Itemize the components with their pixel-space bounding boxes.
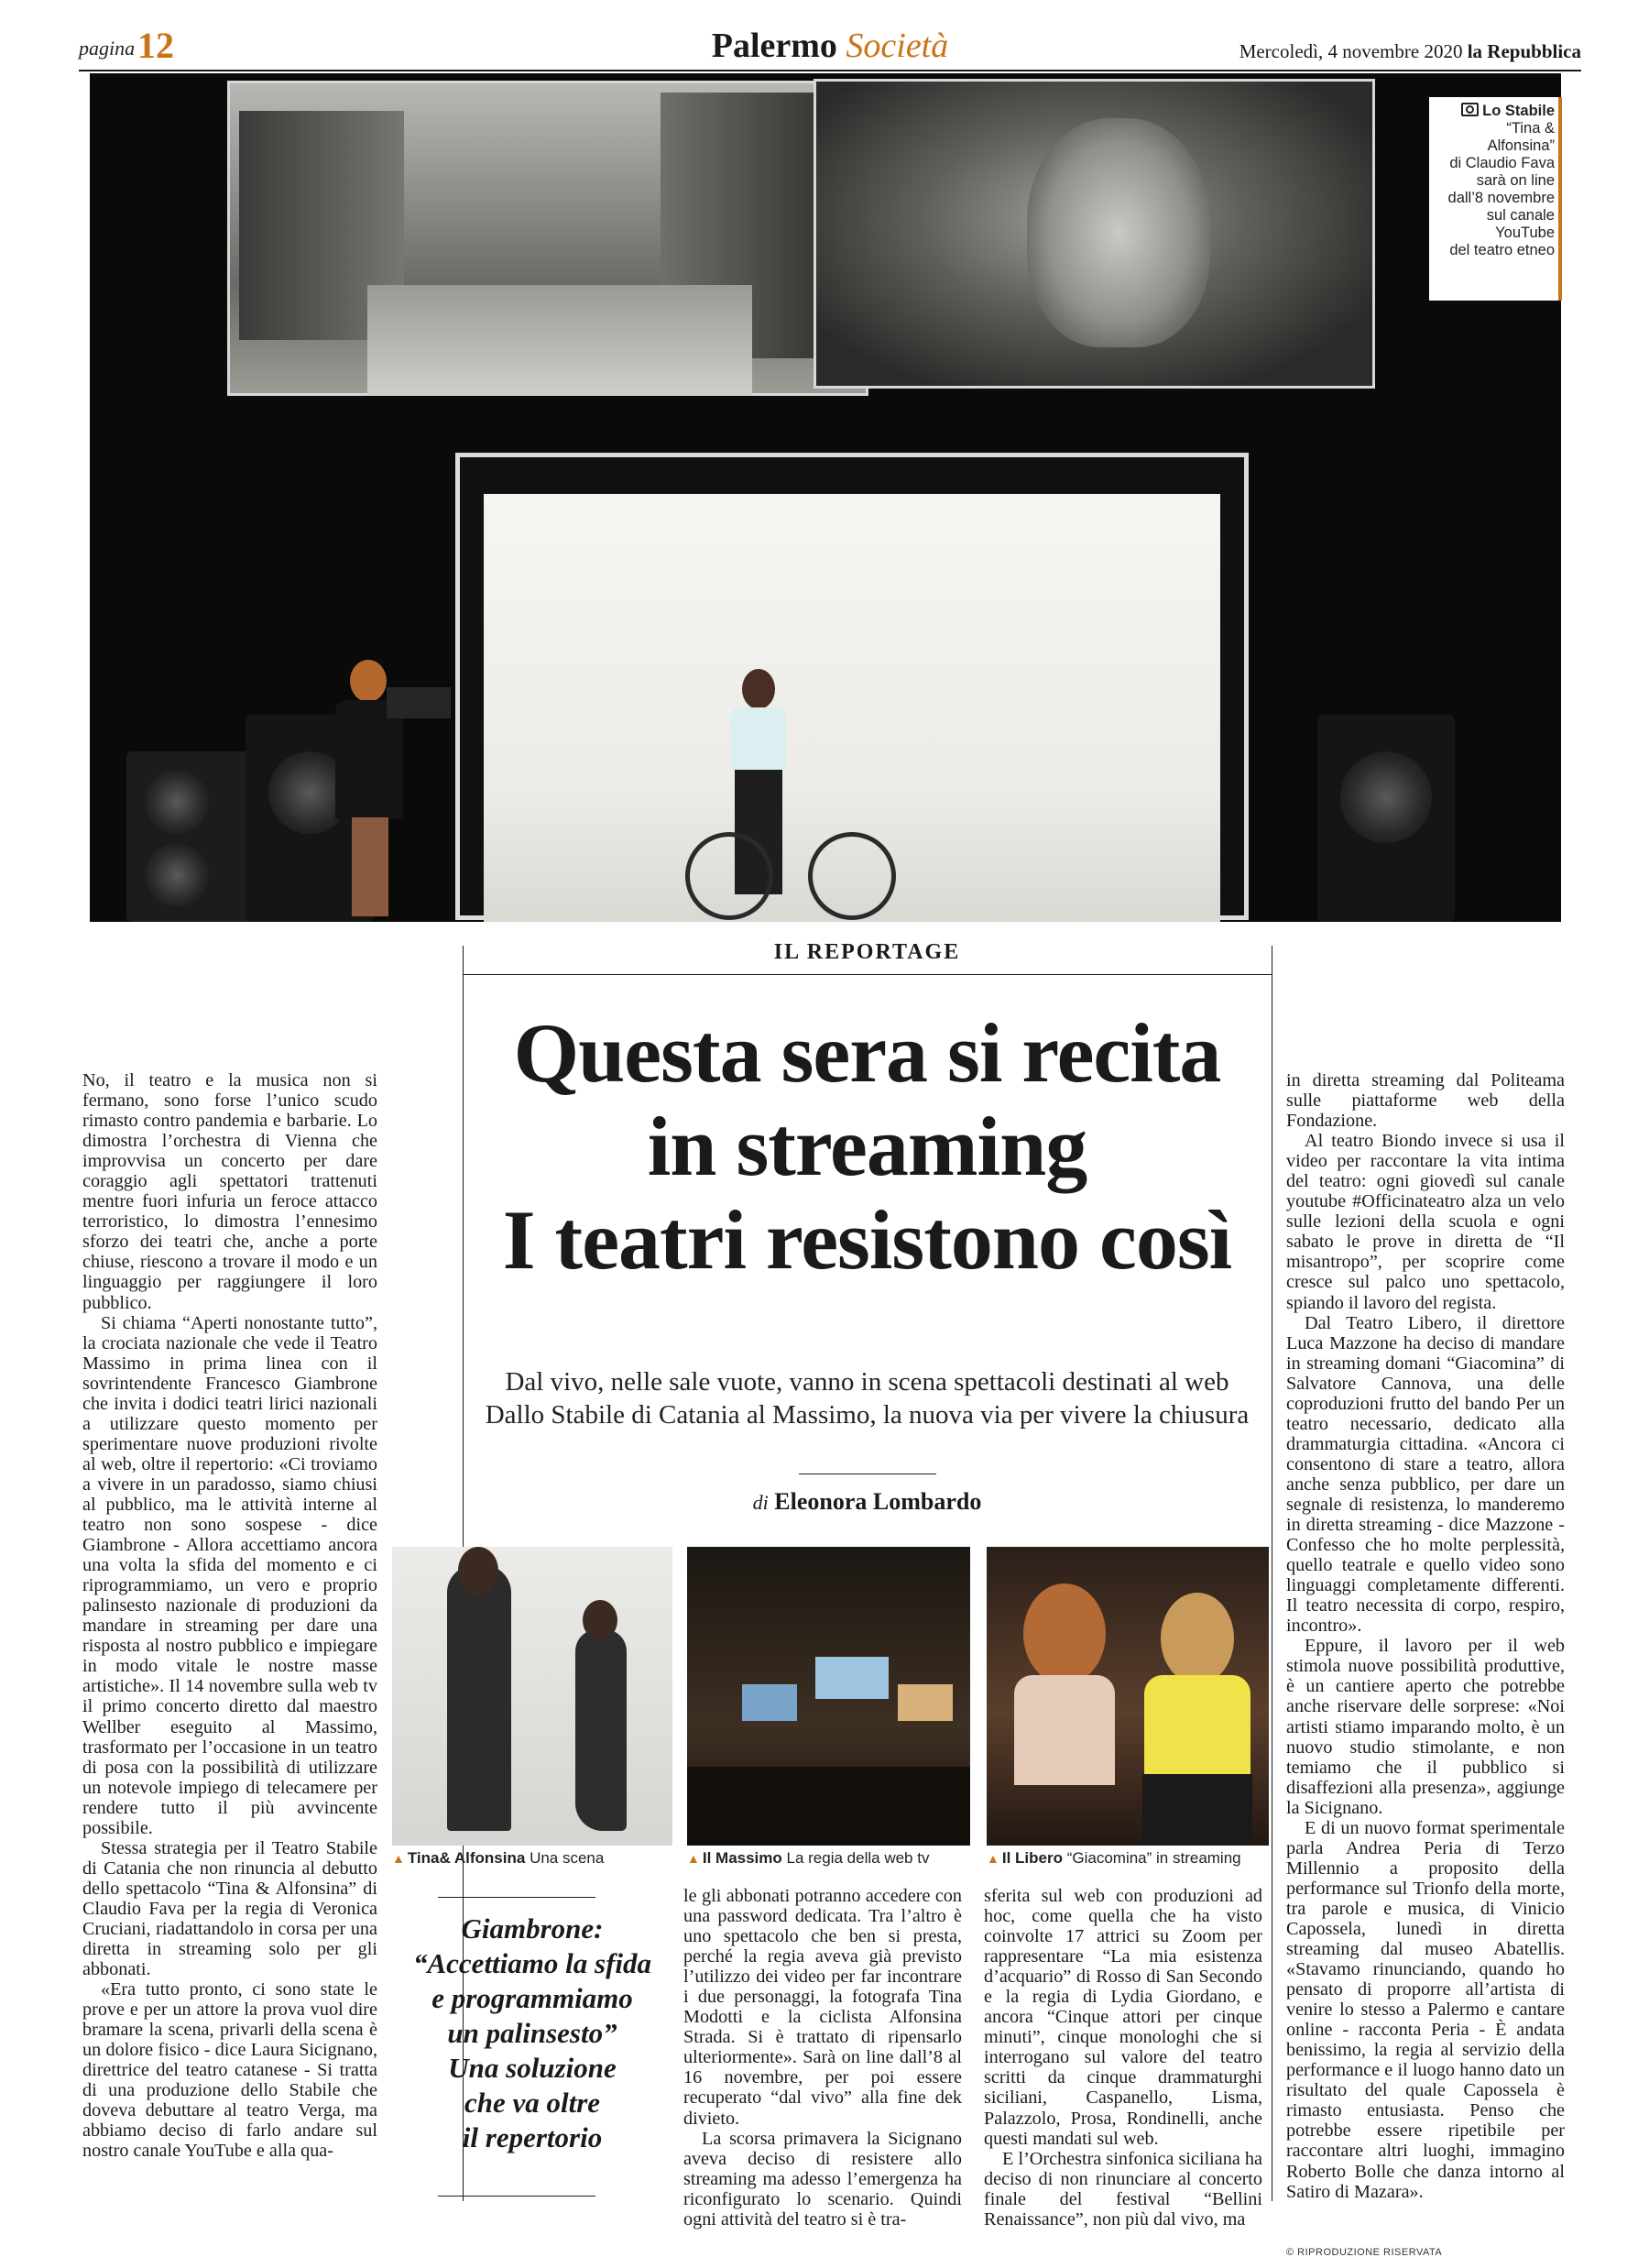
hero-caption-line: del teatro etneo	[1449, 242, 1555, 258]
triangle-up-icon: ▲	[687, 1851, 700, 1866]
newspaper-brand: la Repubblica	[1467, 40, 1581, 62]
projection-screen-face	[814, 79, 1375, 389]
triangle-up-icon: ▲	[392, 1851, 405, 1866]
hero-caption-line: sarà on line	[1476, 172, 1555, 189]
photo-caption-bold: Tina& Alfonsina	[407, 1849, 526, 1867]
paragraph: sferita sul web con produzioni ad hoc, come quella che ha visto coinvolte 17 attrici su Zoom per rappresentare “La mia esistenza d’acquario” di Rosso di San Secondo e la regia di Lydia Giordano, e ancora “Cinque attori per cinque minuti”, cinque monologhi che si interrogano sul valore del teatro scritti da cinque drammaturghi siciliani, Caspanello, Lisma, Palazzolo, Prosa, Rondinelli, anche questi mandati sul web.	[984, 1886, 1262, 2149]
masthead-rule	[79, 70, 1581, 71]
projection-screen-street	[227, 81, 868, 396]
article-column-3	[984, 1886, 1262, 2230]
paragraph: E l’Orchestra sinfonica siciliana ha deciso di non rinunciare al concerto finale del festival “Bellini Renaissance”, non più dal vivo, ma	[984, 2148, 1262, 2230]
print-code-strip	[79, 2254, 1087, 2262]
paragraph: Stessa strategia per il Teatro Stabile di Catania che non rinuncia al debutto dello spettacolo “Tina & Alfonsina” di Claudio Fava per la regia di Veronica Cruciani, riadattandolo in corsa per una diretta in streaming solo per gli abbonati.	[82, 1837, 377, 1980]
pull-quote	[392, 1912, 672, 2155]
hero-caption-line: YouTube	[1495, 225, 1555, 241]
hero-caption-line: “Tina &	[1506, 120, 1555, 137]
photo-caption-bold: Il Massimo	[702, 1849, 782, 1867]
kicker: IL REPORTAGE	[773, 940, 961, 964]
camera-operator	[328, 660, 420, 916]
paragraph: «Era tutto pronto, ci sono state le prove e per un attore la prova vuol dire bramare la scena, privarli della scena è un dolore fisico - dice Laura Sicignano, direttrice del teatro catanese - Si tratta di una produzione dello Stabile che doveva debuttare al teatro Verga, ma abbiamo deciso di farlo andare sul nostro canale YouTube e alla qua-	[82, 1979, 377, 2162]
photo-caption-text: La regia della web tv	[786, 1849, 930, 1867]
article-column-2	[683, 1886, 962, 2230]
pullquote-line: Una soluzione	[448, 2052, 617, 2084]
subheadline	[463, 1365, 1272, 1431]
headline-line: Questa sera si recita	[513, 1006, 1221, 1100]
photo-libero-giacomina	[987, 1547, 1269, 1846]
hero-photo	[90, 73, 1561, 922]
pullquote-line: che va oltre	[464, 2087, 601, 2119]
kicker-rule	[463, 974, 1272, 975]
hero-caption-head: Lo Stabile	[1482, 103, 1555, 119]
photo-caption-text: “Giacomina” in streaming	[1066, 1849, 1241, 1867]
paragraph: le gli abbonati potranno accedere con una password dedicata. Tra l’altro è uno spettacolo che ben si presta, perché la regia aveva già previsto l’utilizzo dei video per far incontrare i due personaggi, la fotografa Tina Modotti e la ciclista Alfonsina Strada. Si è trattato di ripensarlo ulteriormente». Sarà on line dall’8 al 16 novembre, per poi essere recuperato “dal vivo” alla fine dek divieto.	[683, 1886, 962, 2129]
hero-caption-line: dall’8 novembre	[1447, 190, 1555, 206]
speaker-right	[1317, 715, 1455, 922]
hero-caption-line: di Claudio Fava	[1449, 155, 1555, 171]
pullquote-line: Giambrone:	[461, 1912, 604, 1945]
article-column-1	[82, 1070, 377, 2162]
pullquote-line: “Accettiamo la sfida	[412, 1947, 652, 1979]
paragraph: E di un nuovo format sperimentale parla Andrea Peria di Terzo Millennio a proposito della performance sul Trionfo della morte, tra parole e musica, di Vinicio Capossela, lunedì in diretta streaming dal museo Abatellis. «Stavamo rinunciando, quando ho pensato di proporre all’artista di venire lo stesso a Palermo e cantare online - racconta Peria - È andata benissimo, la regia al servizio della performance e il luogo hanno dato un risultato del quale Capossela è rimasto entusiasta. Penso che potrebbe essere ripetibile per raccontare altri luoghi, immagino Roberto Bolle che danza intorno al Satiro di Mazara».	[1286, 1817, 1565, 2202]
pullquote-line: un palinsesto”	[447, 2017, 617, 2049]
paragraph: Si chiama “Aperti nonostante tutto”, la crociata nazionale che vede il Teatro Massimo in prima linea con il sovrintendente Francesco Giambrone che invita i dodici teatri lirici nazionali a utilizzare questo momento per sperimentare nuove produzioni rivolte al web, oltre il repertorio: «Ci troviamo a vivere in un paradosso, siamo chiusi al pubblico, ma le attività interne al teatro non sono sospese - dice Giambrone - Allora accettiamo ancora una volta la sfida del momento e ci riprogrammiamo, un vero e proprio palinsesto nazionale di produzioni da mandare in streaming per dare una risposta al nostro pubblico e impiegare in modo vitale le nostre masse artistiche». Il 14 novembre sulla web tv il primo concerto diretto dal maestro Wellber eseguito al Massimo, trasformato per l’occasione in un teatro di posa con la possibilità di utilizzare un notevole impiego di telecamere per rendere tutto il più avvincente possibile.	[82, 1312, 377, 1838]
paragraph: Dal Teatro Libero, il direttore Luca Mazzone ha deciso di mandare in streaming domani “Giacomina” di Salvatore Cannova, una delle coproduzioni frutto del bando Per un teatro necessario, dedicato alla drammaturgia cittadina. «Ancora ci consentono di stare a teatro, allora anche senza pubblico, per dare un segnale di resistenza, lo manderemo in diretta streaming - dice Mazzone - Confesso che ho molte perplessità, quello teatrale e quello video sono linguaggi completamente differenti. Il teatro necessita di corpo, respiro, incontro».	[1286, 1312, 1565, 1637]
pullquote-rule-top	[438, 1897, 595, 1898]
paragraph: No, il teatro e la musica non si fermano, sono forse l’unico scudo rimasto contro pandemia e barbarie. Lo dimostra l’orchestra di Vienna che improvvisa un concerto per dare coraggio agli spettatori trattenuti mentre fuori infuria un feroce attacco terroristico, lo dimostra l’ennesimo sforzo dei teatri che, anche a porte chiuse, riescono a trovare il modo e un linguaggio per raggiungere il loro pubblico.	[82, 1070, 377, 1313]
photo-tina-alfonsina	[392, 1547, 672, 1846]
masthead	[79, 24, 1581, 68]
hero-caption-line: sul canale	[1486, 207, 1555, 224]
triangle-up-icon: ▲	[987, 1851, 999, 1866]
caption-accent-bar	[1558, 97, 1562, 301]
camera-icon	[1461, 103, 1479, 116]
byline-prefix: di	[752, 1491, 769, 1514]
hero-caption-line: Alfonsina”	[1487, 137, 1555, 154]
headline	[463, 1006, 1272, 1287]
pullquote-line: il repertorio	[462, 2121, 603, 2153]
paragraph: Al teatro Biondo invece si usa il video per raccontare la vita intima del teatro: ogni giovedì sul canale youtube #Officinateatro alza un velo sulle lezioni della scuola e ogni sabato le prove in diretta de “Il misantropo”, per scoprire come cresce sul palco uno spettacolo, spiando il lavoro del regista.	[1286, 1131, 1565, 1313]
photo-caption	[987, 1849, 1241, 1868]
byline-author: Eleonora Lombardo	[774, 1488, 982, 1515]
hero-caption	[1429, 97, 1562, 301]
section-topic: Società	[846, 27, 949, 65]
page-number: 12	[137, 25, 174, 66]
photo-caption-bold: Il Libero	[1001, 1849, 1063, 1867]
pullquote-rule-bottom	[438, 2196, 595, 2197]
article-column-4	[1286, 1070, 1565, 2202]
copyright-notice: © RIPRODUZIONE RISERVATA	[1286, 2247, 1443, 2258]
paragraph: in diretta streaming dal Politeama sulle piattaforme web della Fondazione.	[1286, 1070, 1565, 1132]
pullquote-line: e programmiamo	[431, 1982, 633, 2014]
headline-line: I teatri resistono così	[502, 1193, 1232, 1287]
photo-caption	[687, 1849, 929, 1868]
subhead-line: Dal vivo, nelle sale vuote, vanno in scena spettacoli destinati al web	[505, 1367, 1229, 1397]
date-text: Mercoledì, 4 novembre 2020	[1239, 40, 1463, 62]
bicycle	[685, 825, 896, 916]
byline	[463, 1488, 1272, 1516]
page-label: pagina	[79, 37, 136, 60]
photo-caption	[392, 1849, 604, 1868]
photo-caption-text: Una scena	[530, 1849, 605, 1867]
photo-massimo-regia	[687, 1547, 970, 1846]
street-road	[367, 285, 752, 395]
actress-face	[1027, 118, 1210, 347]
headline-line: in streaming	[647, 1100, 1087, 1193]
section-city: Palermo	[711, 27, 837, 65]
paragraph: La scorsa primavera la Sicignano aveva deciso di resistere allo streaming ma adesso l’emergenza ha riconfigurato lo scenario. Quindi ogni attività del teatro si è tra-	[683, 2128, 962, 2230]
subhead-line: Dallo Stabile di Catania al Massimo, la nuova via per vivere la chiusura	[485, 1400, 1250, 1430]
paragraph: Eppure, il lavoro per il web stimola nuove possibilità produttive, è un cantiere aperto che potrebbe anche riservare delle sorprese: «Noi artisti stiamo imparando molto, è un nuovo studio stimolante, e non temiamo che il pubblico si disaffezioni alla presenza», aggiunge la Sicignano.	[1286, 1636, 1565, 1818]
issue-date	[1239, 40, 1581, 63]
